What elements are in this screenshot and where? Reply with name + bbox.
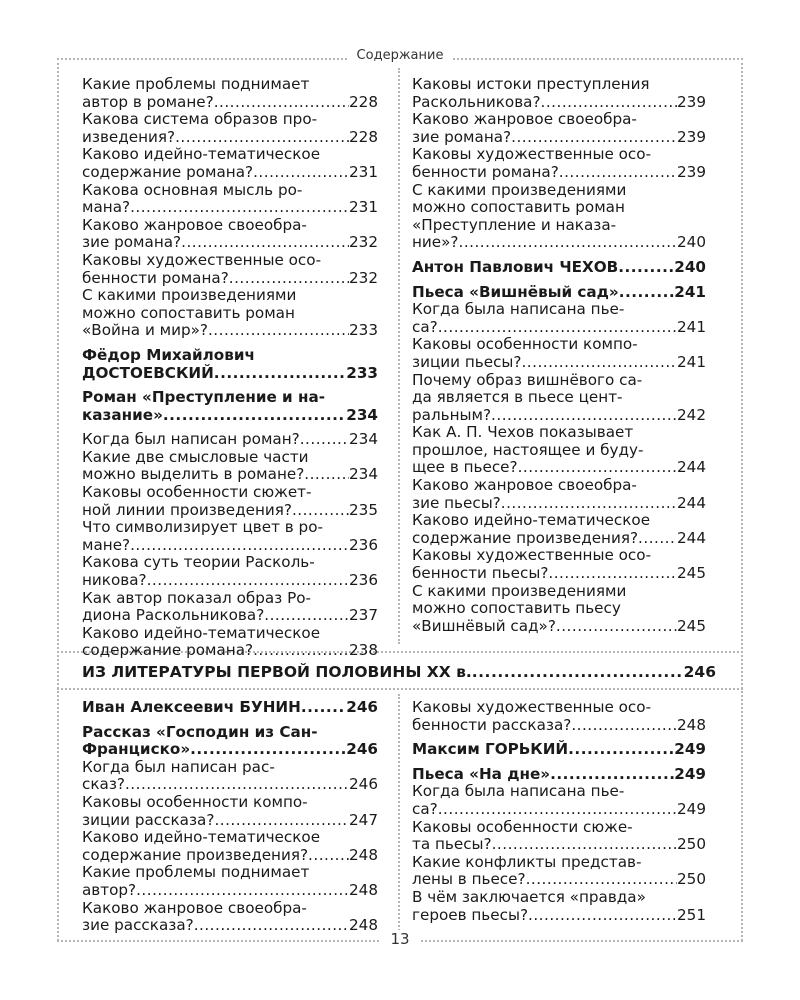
- entry-text-line: зие романа?: [412, 127, 512, 146]
- entry-page-number: 233: [346, 363, 378, 382]
- entry-last-line: [82, 847, 378, 865]
- entry-text-line: Какие конфликты представ-: [412, 853, 642, 871]
- entry-text-line: Как автор показал образ Ро-: [82, 589, 312, 607]
- toc-entry[interactable]: [412, 889, 706, 924]
- entry-text-line: Максим ГОРЬКИЙ: [412, 740, 569, 759]
- toc-entry[interactable]: [412, 301, 706, 336]
- entry-text-line: да является в пьесе цент-: [412, 389, 623, 407]
- entry-page-number: 234: [349, 430, 378, 449]
- entry-text-line: Когда была написана пье-: [412, 783, 625, 801]
- entry-text-line: Пьеса «На дне»: [412, 764, 551, 783]
- entry-page-number: 231: [349, 162, 378, 181]
- leader-dots: [125, 776, 349, 794]
- toc-entry[interactable]: [82, 252, 378, 287]
- entry-page-number: 241: [674, 282, 706, 301]
- toc-heading-entry[interactable]: [82, 699, 378, 717]
- toc-entry[interactable]: [412, 699, 706, 734]
- entry-last-line: [412, 354, 706, 372]
- entry-text-line: Когда была написана пье-: [412, 301, 625, 319]
- leader-dots: [528, 907, 677, 925]
- entry-page-number: 228: [349, 92, 378, 111]
- section-heading-page: 246: [683, 663, 716, 681]
- entry-last-line: [82, 776, 378, 794]
- entry-text-line: можно выделить в романе?: [82, 465, 305, 484]
- entry-page-number: 238: [349, 641, 378, 660]
- entry-text-line: содержание романа?: [82, 162, 254, 181]
- leader-dots: [559, 164, 677, 182]
- entry-last-line: [412, 319, 706, 337]
- entry-text-line: можно сопоставить роман: [412, 199, 625, 217]
- entry-last-line: [82, 642, 378, 660]
- toc-entry[interactable]: [82, 864, 378, 899]
- entry-text-line: бенности рассказа?: [412, 715, 572, 734]
- toc-entry[interactable]: [412, 76, 706, 111]
- entry-page-number: 232: [349, 233, 378, 252]
- toc-heading-entry[interactable]: [412, 766, 706, 784]
- entry-text-line: сказ?: [82, 775, 125, 794]
- entry-page-number: 244: [677, 493, 706, 512]
- entry-text-line: Каково идейно-тематическое: [412, 512, 651, 530]
- toc-heading-entry[interactable]: [82, 347, 378, 382]
- entry-text-line: Что символизирует цвет в ро-: [82, 519, 323, 537]
- leader-dots: [208, 322, 349, 340]
- leader-dots: [136, 882, 349, 900]
- entry-text-line: никова?: [82, 571, 147, 590]
- entry-last-line: [82, 270, 378, 288]
- entry-text-line: Какова основная мысль ро-: [82, 181, 303, 199]
- entry-last-line: [412, 530, 706, 548]
- entry-page-number: 244: [677, 528, 706, 547]
- entry-last-line: [82, 699, 378, 717]
- entry-last-line: [82, 234, 378, 252]
- entry-text-line: можно сопоставить роман: [82, 304, 295, 322]
- leader-dots: [511, 129, 677, 147]
- leader-dots: [618, 259, 674, 277]
- entry-last-line: [82, 407, 378, 425]
- entry-text-line: Каковы художественные осо-: [412, 547, 652, 565]
- toc-entry[interactable]: [412, 336, 706, 371]
- toc-entry[interactable]: [82, 111, 378, 146]
- entry-last-line: [412, 234, 706, 252]
- entry-text-line: содержание произведения?: [82, 845, 309, 864]
- entry-text-line: автор в романе?: [82, 92, 214, 111]
- entry-text-line: Каково идейно-тематическое: [82, 146, 321, 164]
- header-title: Содержание: [349, 48, 452, 63]
- entry-page-number: 239: [677, 162, 706, 181]
- entry-text-line: ральным?: [412, 405, 492, 424]
- entry-text-line: зие романа?: [82, 233, 182, 252]
- toc-entry[interactable]: [412, 583, 706, 636]
- leader-dots: [264, 607, 349, 625]
- entry-last-line: [82, 537, 378, 555]
- leader-dots: [130, 537, 349, 555]
- leader-dots: [521, 354, 677, 372]
- toc-entry[interactable]: [412, 182, 706, 252]
- leader-dots: [501, 495, 677, 513]
- entry-page-number: 249: [674, 740, 706, 759]
- leader-dots: [214, 94, 349, 112]
- entry-text-line: Каковы особенности компо-: [82, 793, 308, 811]
- entry-last-line: [412, 164, 706, 182]
- entry-last-line: [412, 495, 706, 513]
- entry-page-number: 228: [349, 127, 378, 146]
- entry-text-line: Раскольникова?: [412, 92, 541, 111]
- entry-text-line: Каково идейно-тематическое: [82, 624, 321, 642]
- entry-text-line: Когда был написан роман?: [82, 430, 300, 449]
- entry-text-line: С какими произведениями: [82, 287, 297, 305]
- entry-text-line: лены в пьесе?: [412, 870, 526, 889]
- toc-entry[interactable]: [412, 477, 706, 512]
- column-separator-bottom: [398, 694, 400, 934]
- entry-last-line: [82, 572, 378, 590]
- entry-page-number: 248: [349, 916, 378, 935]
- entry-text-line: диона Раскольникова?: [82, 606, 265, 625]
- entry-text-line: Каковы художественные осо-: [412, 699, 652, 716]
- toc-entry[interactable]: [82, 146, 378, 181]
- page-number: [0, 930, 800, 948]
- toc-entry[interactable]: [412, 819, 706, 854]
- entry-page-number: 245: [677, 616, 706, 635]
- entry-page-number: 248: [349, 845, 378, 864]
- entry-page-number: 246: [346, 698, 378, 716]
- entry-page-number: 250: [677, 835, 706, 854]
- entry-text-line: зиции рассказа?: [82, 810, 215, 829]
- entry-page-number: 240: [674, 257, 706, 276]
- entry-page-number: 242: [677, 405, 706, 424]
- toc-entry[interactable]: [82, 554, 378, 589]
- entry-text-line: са?: [412, 317, 438, 336]
- leader-dots: [571, 717, 677, 735]
- toc-entry[interactable]: [82, 449, 378, 484]
- entry-text-line: Какие проблемы поднимает: [82, 864, 310, 882]
- toc-entry[interactable]: [82, 217, 378, 252]
- toc-entry[interactable]: [412, 547, 706, 582]
- toc-column-bottom-right: [412, 699, 706, 924]
- toc-heading-entry[interactable]: [82, 389, 378, 424]
- entry-text-line: зие рассказа?: [82, 916, 194, 935]
- entry-page-number: 232: [349, 268, 378, 287]
- toc-entry[interactable]: [412, 783, 706, 818]
- entry-text-line: Фёдор Михайлович: [82, 346, 255, 364]
- column-separator-top: [398, 68, 400, 644]
- leader-dots: [147, 572, 349, 590]
- entry-page-number: 236: [349, 535, 378, 554]
- entry-text-line: ние»?: [412, 233, 459, 252]
- entry-page-number: 237: [349, 606, 378, 625]
- entry-text-line: «Вишнёвый сад»?: [412, 616, 556, 635]
- entry-text-line: Когда был написан рас-: [82, 758, 275, 776]
- entry-text-line: С какими произведениями: [412, 181, 627, 199]
- entry-page-number: 231: [349, 198, 378, 217]
- leader-dots: [438, 319, 677, 337]
- entry-text-line: бенности романа?: [412, 162, 559, 181]
- entry-page-number: 246: [346, 740, 378, 759]
- entry-page-number: 235: [349, 500, 378, 519]
- entry-last-line: [82, 129, 378, 147]
- toc-entry[interactable]: [82, 76, 378, 111]
- entry-text-line: Каково жанровое своеобра-: [412, 477, 637, 495]
- entry-page-number: 239: [677, 92, 706, 111]
- toc-entry[interactable]: [82, 484, 378, 519]
- entry-text-line: Каковы особенности сюже-: [412, 818, 633, 836]
- toc-column-top-left: [82, 76, 378, 660]
- entry-last-line: [82, 365, 378, 383]
- toc-entry[interactable]: [412, 372, 706, 425]
- entry-text-line: «Преступление и наказа-: [412, 216, 617, 234]
- entry-text-line: можно сопоставить пьесу: [412, 600, 621, 618]
- entry-text-line: автор?: [82, 880, 137, 899]
- toc-column-top-right: [412, 76, 706, 635]
- entry-page-number: 241: [677, 352, 706, 371]
- toc-entry[interactable]: [82, 519, 378, 554]
- entry-last-line: [82, 882, 378, 900]
- entry-last-line: [82, 322, 378, 340]
- section-heading-text: ИЗ ЛИТЕРАТУРЫ ПЕРВОЙ ПОЛОВИНЫ XX в.: [82, 663, 472, 681]
- toc-column-bottom-left: [82, 699, 378, 935]
- entry-last-line: [412, 717, 706, 735]
- toc-entry[interactable]: [82, 829, 378, 864]
- entry-text-line: казание»: [82, 405, 163, 424]
- leader-dots: [181, 234, 349, 252]
- entry-text-line: Каковы истоки преступления: [412, 76, 650, 93]
- leader-dots: [163, 407, 346, 425]
- entry-last-line: [412, 259, 706, 277]
- entry-page-number: 244: [677, 458, 706, 477]
- entry-text-line: содержание произведения?: [412, 528, 639, 547]
- entry-last-line: [82, 502, 378, 520]
- leader-dots: [526, 871, 677, 889]
- entry-text-line: ДОСТОЕВСКИЙ: [82, 363, 214, 382]
- entry-text-line: С какими произведениями: [412, 582, 627, 600]
- entry-page-number: 248: [677, 715, 706, 734]
- leader-dots: [130, 199, 349, 217]
- entry-text-line: бенности пьесы?: [412, 564, 549, 583]
- entry-page-number: 249: [674, 764, 706, 783]
- leader-dots: [301, 699, 346, 717]
- entry-text-line: Антон Павлович ЧЕХОВ: [412, 257, 619, 276]
- entry-last-line: [412, 129, 706, 147]
- leader-dots: [308, 847, 349, 865]
- entry-page-number: 246: [349, 775, 378, 794]
- toc-heading-entry[interactable]: [82, 724, 378, 759]
- leader-dots: [300, 431, 349, 449]
- entry-text-line: Какие проблемы поднимает: [82, 76, 310, 93]
- toc-entry[interactable]: [82, 625, 378, 660]
- running-header: [0, 48, 800, 63]
- leader-dots: [175, 129, 349, 147]
- leader-dots: [472, 664, 684, 682]
- entry-text-line: Какова суть теории Расколь-: [82, 554, 315, 572]
- entry-text-line: зие пьесы?: [412, 493, 501, 512]
- leader-dots: [518, 459, 677, 477]
- toc-entry[interactable]: [82, 759, 378, 794]
- entry-text-line: Роман «Преступление и на-: [82, 389, 326, 407]
- entry-page-number: 251: [677, 905, 706, 924]
- entry-text-line: мана?: [82, 198, 131, 217]
- entry-last-line: [82, 199, 378, 217]
- entry-last-line: [82, 812, 378, 830]
- leader-dots: [568, 741, 674, 759]
- leader-dots: [491, 407, 677, 425]
- entry-text-line: Иван Алексеевич БУНИН: [82, 698, 301, 716]
- leader-dots: [292, 502, 349, 520]
- entry-last-line: [412, 871, 706, 889]
- entry-text-line: Каково жанровое своеобра-: [82, 216, 307, 234]
- toc-heading-entry[interactable]: [412, 284, 706, 302]
- entry-text-line: Каковы особенности сюжет-: [82, 484, 312, 502]
- entry-text-line: Какова система образов про-: [82, 111, 318, 129]
- entry-last-line: [412, 618, 706, 636]
- entry-text-line: бенности романа?: [82, 268, 229, 287]
- toc-entry[interactable]: [412, 146, 706, 181]
- entry-text-line: Как А. П. Чехов показывает: [412, 424, 634, 442]
- entry-page-number: 240: [677, 233, 706, 252]
- entry-text-line: Каково жанровое своеобра-: [412, 111, 637, 129]
- entry-text-line: В чём заключается «правда»: [412, 888, 646, 906]
- leader-dots: [214, 365, 347, 383]
- leader-dots: [214, 812, 349, 830]
- entry-text-line: зиции пьесы?: [412, 352, 522, 371]
- leader-dots: [548, 565, 677, 583]
- entry-page-number: 249: [677, 799, 706, 818]
- entry-text-line: мане?: [82, 535, 131, 554]
- entry-last-line: [82, 164, 378, 182]
- toc-entry[interactable]: [82, 182, 378, 217]
- entry-text-line: са?: [412, 799, 438, 818]
- entry-text-line: героев пьесы?: [412, 905, 529, 924]
- toc-entry[interactable]: [412, 424, 706, 477]
- entry-last-line: [412, 907, 706, 925]
- frame-right-border: [741, 58, 743, 941]
- entry-text-line: «Война и мир»?: [82, 321, 208, 340]
- toc-entry[interactable]: [412, 854, 706, 889]
- leader-dots: [492, 836, 677, 854]
- entry-text-line: та пьесы?: [412, 835, 492, 854]
- leader-dots: [253, 164, 349, 182]
- leader-dots: [619, 284, 675, 302]
- leader-dots: [459, 234, 678, 252]
- entry-page-number: 239: [677, 127, 706, 146]
- entry-last-line: [412, 836, 706, 854]
- entry-page-number: 245: [677, 564, 706, 583]
- entry-text-line: Каковы особенности компо-: [412, 336, 638, 354]
- entry-text-line: Рассказ «Господин из Сан-: [82, 723, 318, 741]
- leader-dots: [556, 618, 677, 636]
- leader-dots: [438, 801, 677, 819]
- entry-page-number: 241: [677, 317, 706, 336]
- leader-dots: [541, 94, 677, 112]
- entry-page-number: 248: [349, 880, 378, 899]
- entry-text-line: щее в пьесе?: [412, 458, 518, 477]
- entry-last-line: [412, 459, 706, 477]
- toc-heading-entry[interactable]: [412, 741, 706, 759]
- entry-last-line: [82, 94, 378, 112]
- section-heading[interactable]: [82, 664, 716, 682]
- toc-entry[interactable]: [82, 287, 378, 340]
- entry-page-number: 236: [349, 571, 378, 590]
- entry-page-number: 250: [677, 870, 706, 889]
- leader-dots: [638, 530, 677, 548]
- entry-text-line: прошлое, настоящее и буду-: [412, 441, 644, 459]
- entry-last-line: [412, 407, 706, 425]
- leader-dots: [190, 741, 346, 759]
- toc-entry[interactable]: [82, 431, 378, 449]
- toc-entry[interactable]: [412, 512, 706, 547]
- entry-text-line: Каково идейно-тематическое: [82, 829, 321, 847]
- leader-dots: [304, 466, 349, 484]
- entry-last-line: [412, 284, 706, 302]
- entry-last-line: [412, 766, 706, 784]
- entry-last-line: [412, 741, 706, 759]
- toc-heading-entry[interactable]: [412, 259, 706, 277]
- leader-dots: [253, 642, 349, 660]
- entry-text-line: ной линии произведения?: [82, 500, 292, 519]
- leader-dots: [550, 766, 674, 784]
- toc-entry[interactable]: [412, 111, 706, 146]
- entry-text-line: Почему образ вишнёвого са-: [412, 371, 643, 389]
- entry-last-line: [82, 741, 378, 759]
- toc-entry[interactable]: [82, 590, 378, 625]
- page-number-text: 13: [380, 930, 419, 948]
- entry-page-number: 234: [349, 465, 378, 484]
- entry-text-line: Какие две смысловые части: [82, 448, 309, 466]
- entry-last-line: [412, 94, 706, 112]
- entry-last-line: [412, 565, 706, 583]
- frame-left-border: [57, 58, 59, 941]
- entry-text-line: Каково жанровое своеобра-: [82, 899, 307, 917]
- entry-page-number: 234: [346, 405, 378, 424]
- toc-entry[interactable]: [82, 794, 378, 829]
- entry-last-line: [82, 607, 378, 625]
- entry-page-number: 247: [349, 810, 378, 829]
- section-divider-bottom: [57, 688, 743, 690]
- entry-last-line: [82, 466, 378, 484]
- entry-text-line: изведения?: [82, 127, 176, 146]
- leader-dots: [229, 270, 349, 288]
- entry-last-line: [412, 801, 706, 819]
- entry-last-line: [82, 431, 378, 449]
- entry-text-line: Каковы художественные осо-: [82, 251, 322, 269]
- entry-text-line: Пьеса «Вишнёвый сад»: [412, 282, 619, 301]
- entry-text-line: Каковы художественные осо-: [412, 146, 652, 164]
- entry-text-line: Франциско»: [82, 740, 191, 759]
- entry-page-number: 233: [349, 321, 378, 340]
- entry-text-line: содержание романа?: [82, 641, 254, 660]
